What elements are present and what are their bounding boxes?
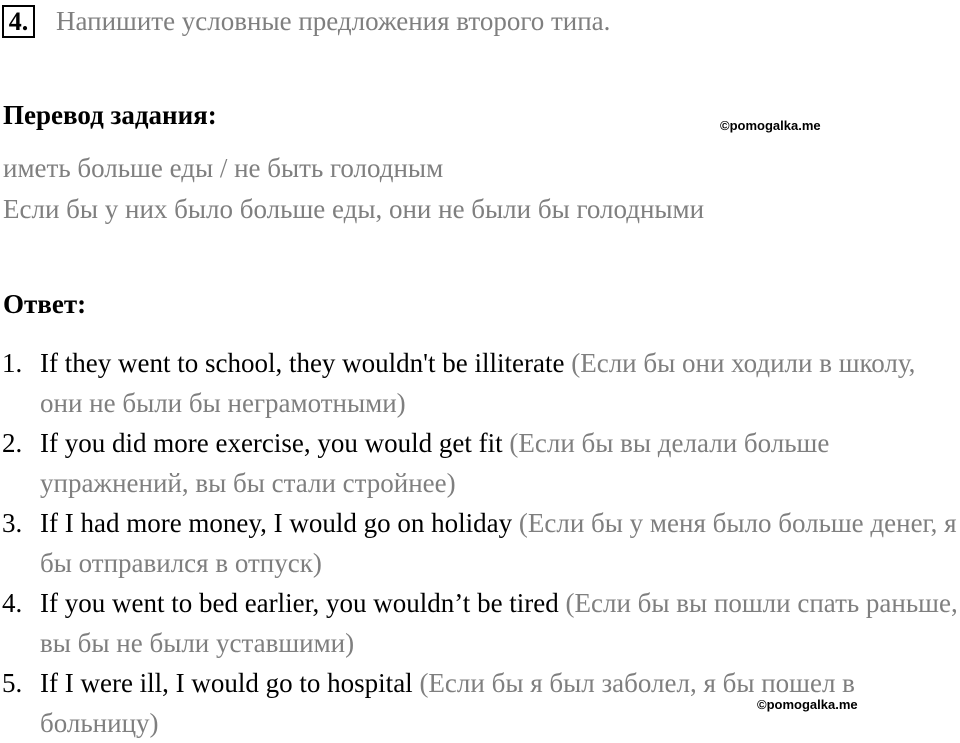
answer-russian: (Если бы я был заболел, я бы пошел в больницу)	[40, 668, 855, 738]
answer-number: 2.	[2, 428, 23, 458]
answer-number: 3.	[2, 508, 23, 538]
answer-item-2	[0, 423, 960, 503]
answer-number: 1.	[2, 348, 23, 378]
answer-russian: (Если бы у меня было больше денег, я бы отправился в отпуск)	[40, 508, 957, 578]
answer-english: If they went to school, they wouldn't be illiterate	[40, 348, 565, 378]
translation-line-1: иметь больше еды / не быть голодным	[3, 153, 444, 183]
watermark-bottom: ©pomogalka.me	[757, 697, 858, 712]
task-number-box: 4.	[2, 5, 35, 38]
watermark-top: ©pomogalka.me	[720, 118, 821, 133]
translation-heading: Перевод задания:	[3, 100, 217, 130]
answer-item-4	[0, 583, 960, 663]
answer-number: 5.	[2, 668, 23, 698]
translation-line-2: Если бы у них было больше еды, они не были бы голодными	[3, 194, 705, 224]
answer-list	[0, 343, 960, 743]
answer-russian: (Если бы вы делали больше упражнений, вы бы стали стройнее)	[40, 428, 830, 498]
answer-english: If you did more exercise, you would get fit	[40, 428, 503, 458]
answer-number: 4.	[2, 588, 23, 618]
answer-russian: (Если бы вы пошли спать раньше, вы бы не были уставшими)	[40, 588, 958, 658]
answer-heading: Ответ:	[3, 289, 87, 319]
answer-item-3	[0, 503, 960, 583]
answer-english: If I were ill, I would go to hospital	[40, 668, 413, 698]
answer-english: If I had more money, I would go on holiday	[40, 508, 513, 538]
answer-russian: (Если бы они ходили в школу, они не были бы неграмотными)	[40, 348, 916, 418]
answer-english: If you went to bed earlier, you wouldn’t be tired	[40, 588, 559, 618]
task-instruction: Напишите условные предложения второго типа.	[56, 6, 611, 36]
answer-item-1	[0, 343, 960, 423]
